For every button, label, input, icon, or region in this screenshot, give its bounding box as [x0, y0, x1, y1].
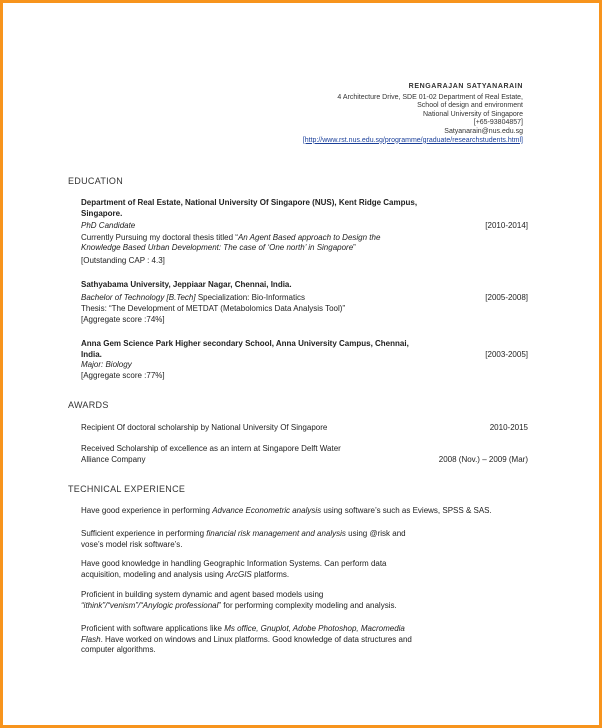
- award-date: 2008 (Nov.) – 2009 (Mar): [438, 454, 528, 464]
- technical-heading: TECHNICAL EXPERIENCE: [68, 484, 186, 494]
- institution: Singapore.: [81, 208, 123, 218]
- contact-header: [303, 83, 523, 145]
- thesis: Currently Pursuing my doctoral thesis titled “An Agent Based approach to Design the: [81, 232, 381, 242]
- award-text: Recipient Of doctoral scholarship by National University Of Singapore: [81, 423, 328, 432]
- degree: PhD Candidate: [81, 221, 136, 231]
- awards-heading: AWARDS: [68, 400, 109, 410]
- award-item: [81, 444, 528, 465]
- dates: [2003-2005]: [485, 349, 528, 359]
- score: [Outstanding CAP : 4.3]: [81, 255, 165, 265]
- thesis: Knowledge Based Urban Development: The case of ‘One north’ in Singapore”: [81, 243, 356, 253]
- institution: Anna Gem Science Park Higher secondary School, Anna University Campus, Chennai,: [81, 339, 409, 348]
- education-entry: [81, 339, 528, 381]
- education-heading: EDUCATION: [68, 176, 124, 186]
- thesis: Thesis: “The Development of METDAT (Metabolomics Data Analysis Tool)”: [81, 304, 346, 314]
- institution: Sathyabama University, Jeppiaar Nagar, Chennai, India.: [81, 280, 292, 289]
- major: Major: Biology: [81, 360, 132, 370]
- tech-paragraph: Have good experience in performing Advance Econometric analysis using software’s such as Eviews, SPSS & SAS.: [81, 506, 492, 515]
- tech-paragraph: Proficient in building system dynamic and agent based models using “ithink”/“venism”/“Anylogic professional” for performing complexity modeling and analysis.: [81, 590, 397, 610]
- address-line: 4 Architecture Drive, SDE 01-02 Department of Real Estate,: [337, 93, 523, 101]
- address-line: National University of Singapore: [423, 110, 523, 118]
- education-entry: [81, 280, 528, 325]
- dates: [2010-2014]: [485, 221, 528, 231]
- tech-paragraph: Proficient with software applications like Ms office, Gnuplot, Adobe Photoshop, Macromedia Flash. Have worked on windows and Linux platforms. Good knowledge of data structures and computer algorithms.: [81, 624, 412, 655]
- candidate-name: RENGARAJAN SATYANARAIN: [408, 83, 523, 90]
- award-text: Alliance Company: [81, 454, 146, 464]
- score: [Aggregate score :77%]: [81, 370, 165, 380]
- dates: [2005-2008]: [485, 292, 528, 302]
- institution: India.: [81, 349, 102, 359]
- degree: Bachelor of Technology [B.Tech] Specialization: Bio-Informatics: [81, 292, 305, 302]
- tech-paragraph: Sufficient experience in performing financial risk management and analysis using @risk and vose’s model risk software’s.: [81, 529, 406, 549]
- phone: [+65-93804857]: [473, 119, 523, 127]
- profile-link[interactable]: [http://www.rst.nus.edu.sg/programme/graduate/researchstudents.html]: [302, 136, 523, 144]
- institution: Department of Real Estate, National University Of Singapore (NUS), Kent Ridge Campus,: [81, 198, 418, 207]
- score: [Aggregate score :74%]: [81, 314, 165, 324]
- award-text: Received Scholarship of excellence as an intern at Singapore Delft Water: [81, 444, 341, 453]
- award-item: [81, 423, 528, 434]
- education-entry: [81, 198, 528, 267]
- award-date: 2010-2015: [489, 423, 528, 432]
- address-line: School of design and environment: [417, 102, 523, 110]
- tech-paragraph: Have good knowledge in handling Geographic Information Systems. Can perform data acquisition, modeling and analysis using ArcGIS platforms.: [81, 559, 387, 579]
- email[interactable]: Satyanarain@nus.edu.sg: [444, 127, 523, 135]
